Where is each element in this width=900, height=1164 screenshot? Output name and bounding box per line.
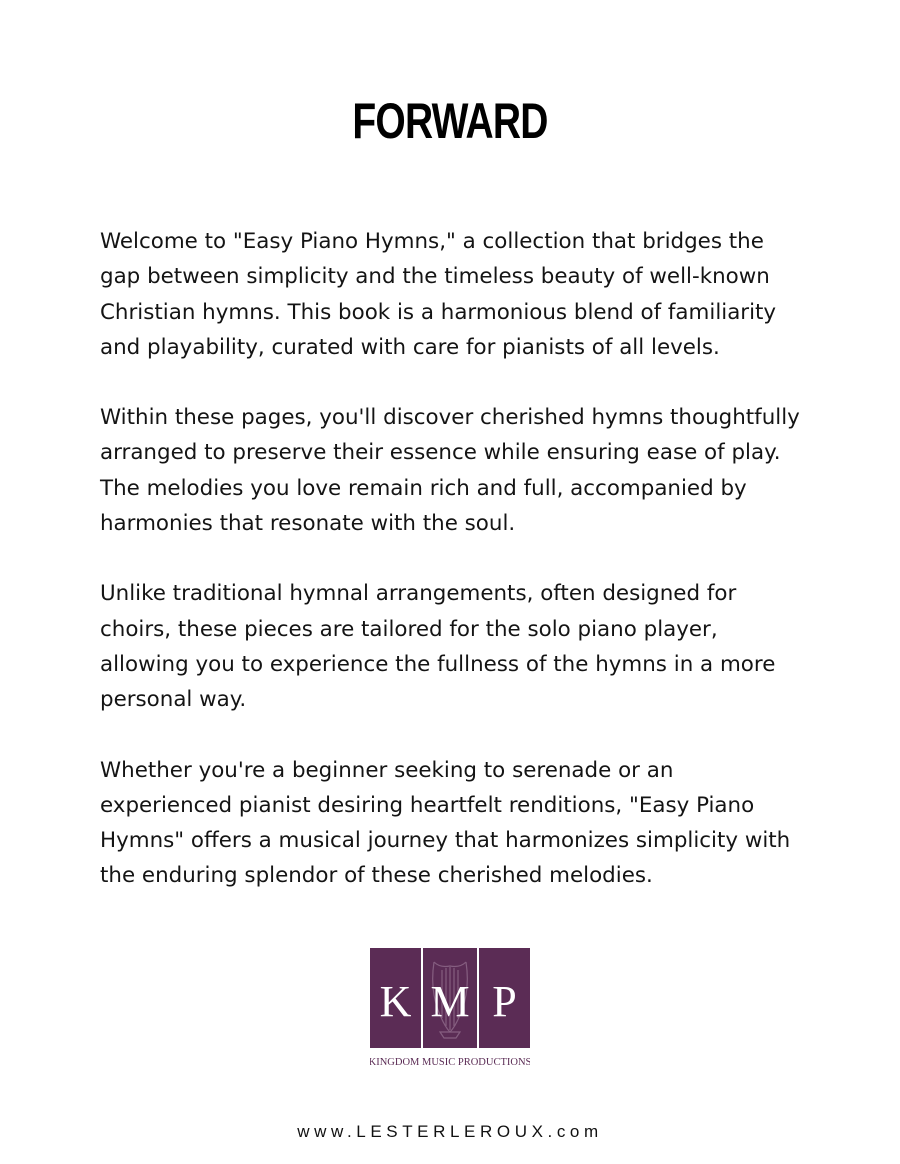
logo-letter-k: K — [379, 977, 412, 1026]
kmp-logo-graphic — [370, 948, 530, 1066]
logo-letter-m: M — [430, 977, 470, 1026]
logo-letter-p: P — [492, 977, 517, 1026]
website-url: www.LESTERLEROUX.com — [297, 1122, 603, 1141]
page-title: FORWARD — [352, 93, 548, 149]
kmp-logo — [370, 948, 530, 1066]
paragraph-1: Welcome to "Easy Piano Hymns," a collection that bridges the gap between simplicity and the timeless beauty of well-known Christian hymns. This book is a harmonious blend of familiarity and playability, curated with care for pianists of all levels. — [100, 229, 777, 360]
paragraph-2: Within these pages, you'll discover cherished hymns thoughtfully arranged to preserve their essence while ensuring ease of play. The melodies you love remain rich and full, accompanied by harmonies that resonate with the soul. — [100, 405, 800, 537]
paragraph-4: Whether you're a beginner seeking to serenade or an experienced pianist desiring heartfelt renditions, "Easy Piano Hymns" offers a musical journey that harmonizes simplicity with the enduring splendor of these cherished melodies. — [100, 757, 791, 889]
logo-caption: KINGDOM MUSIC PRODUCTIONS — [370, 1057, 530, 1066]
paragraph-3: Unlike traditional hymnal arrangements, often designed for choirs, these pieces are tailored for the solo piano player, allowing you to experience the fullness of the hymns in a more personal way. — [100, 581, 776, 713]
forward-body — [100, 224, 805, 929]
